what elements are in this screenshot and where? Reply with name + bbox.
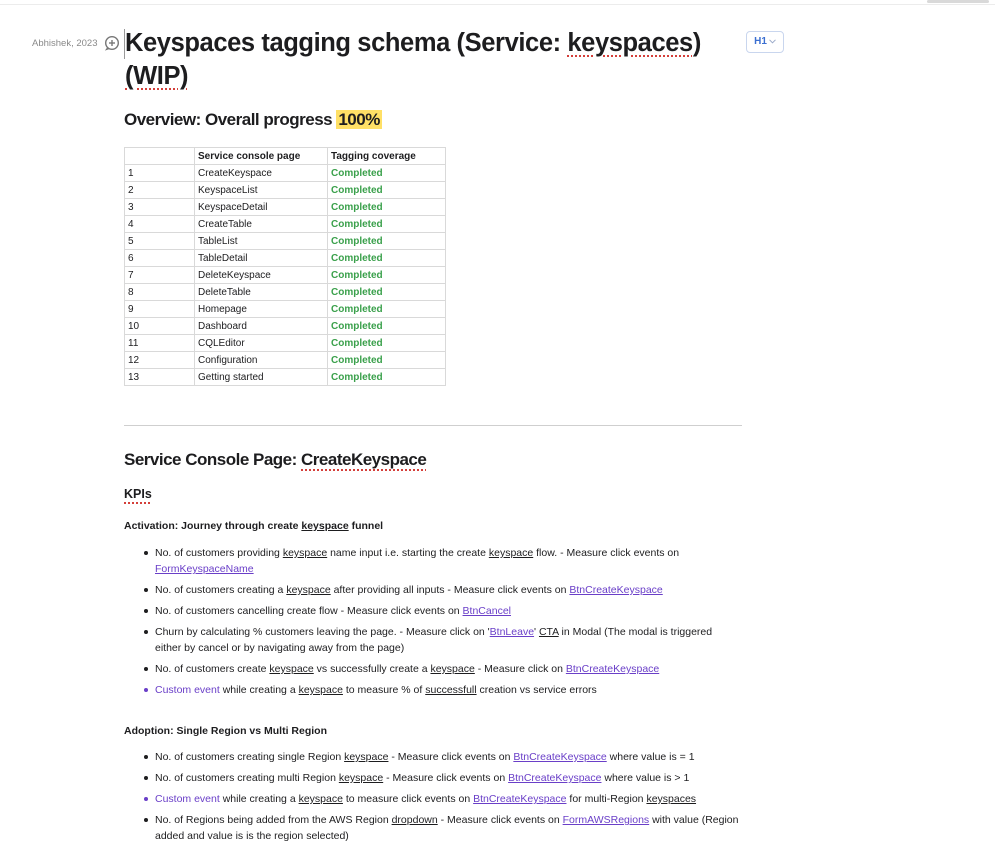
coverage-status-cell: Completed bbox=[328, 352, 446, 369]
page-name-cell: Configuration bbox=[195, 352, 328, 369]
coverage-status-cell: Completed bbox=[328, 165, 446, 182]
table-row bbox=[125, 284, 446, 301]
table-row bbox=[125, 318, 446, 335]
coverage-table bbox=[124, 147, 446, 386]
add-comment-icon[interactable] bbox=[104, 35, 120, 51]
author-date: Abhishek, 2023 bbox=[32, 38, 98, 49]
section-heading: Service Console Page: CreateKeyspace bbox=[124, 450, 427, 469]
page-name-cell: KeyspaceDetail bbox=[195, 199, 328, 216]
link-btncreatekeyspace[interactable]: BtnCreateKeyspace bbox=[569, 584, 663, 596]
table-row bbox=[125, 199, 446, 216]
coverage-status-cell: Completed bbox=[328, 369, 446, 386]
row-number-cell: 13 bbox=[125, 369, 195, 386]
link-btncancel[interactable]: BtnCancel bbox=[462, 605, 511, 617]
coverage-status-cell: Completed bbox=[328, 267, 446, 284]
section-page-name: CreateKeyspace bbox=[301, 450, 427, 469]
progress-highlight: 100% bbox=[338, 110, 380, 129]
table-row bbox=[125, 335, 446, 352]
table-row bbox=[125, 233, 446, 250]
page-name-cell: CreateKeyspace bbox=[195, 165, 328, 182]
table-row bbox=[125, 250, 446, 267]
row-number-cell: 11 bbox=[125, 335, 195, 352]
page-name-cell: CQLEditor bbox=[195, 335, 328, 352]
divider bbox=[124, 425, 742, 426]
page-name-cell: DeleteTable bbox=[195, 284, 328, 301]
table-row bbox=[125, 165, 446, 182]
activation-list bbox=[124, 545, 714, 703]
link-btnleave[interactable]: BtnLeave bbox=[489, 626, 535, 638]
row-number-cell: 10 bbox=[125, 318, 195, 335]
page-name-cell: Dashboard bbox=[195, 318, 328, 335]
table-row bbox=[125, 182, 446, 199]
chevron-down-icon bbox=[769, 39, 776, 44]
table-body bbox=[125, 165, 446, 386]
list-item: Custom event while creating a keyspace to measure click events on BtnCreateKeyspace for multi-Region keyspaces bbox=[124, 791, 739, 807]
row-number-cell: 1 bbox=[125, 165, 195, 182]
link-btncreatekeyspace[interactable]: BtnCreateKeyspace bbox=[513, 751, 607, 763]
coverage-status-cell: Completed bbox=[328, 301, 446, 318]
top-bar bbox=[0, 0, 995, 5]
coverage-status-cell: Completed bbox=[328, 318, 446, 335]
coverage-status-cell: Completed bbox=[328, 216, 446, 233]
page-title[interactable]: Keyspaces tagging schema (Service: keyspaces) (WIP) bbox=[125, 29, 701, 90]
list-item: No. of customers creating a keyspace after providing all inputs - Measure click events on BtnCreateKeyspace bbox=[124, 582, 714, 598]
table-row bbox=[125, 216, 446, 233]
row-number-cell: 12 bbox=[125, 352, 195, 369]
kpis-heading: KPIs bbox=[124, 487, 152, 501]
row-number-cell: 7 bbox=[125, 267, 195, 284]
row-number-cell: 6 bbox=[125, 250, 195, 267]
coverage-status-cell: Completed bbox=[328, 199, 446, 216]
scrollbar-thumb[interactable] bbox=[927, 0, 989, 3]
table-header-cell: Service console page bbox=[195, 148, 328, 165]
coverage-status-cell: Completed bbox=[328, 284, 446, 301]
list-item: No. of Regions being added from the AWS Region dropdown - Measure click events on FormAWSRegions with value (Region added and value is is the region selected) bbox=[124, 812, 739, 844]
page-name-cell: CreateTable bbox=[195, 216, 328, 233]
link-btncreatekeyspace[interactable]: BtnCreateKeyspace bbox=[473, 793, 567, 805]
adoption-list bbox=[124, 749, 739, 849]
list-item: Churn by calculating % customers leaving the page. - Measure click on 'BtnLeave' CTA in Modal (The modal is triggered either by cancel or by navigating away from the page) bbox=[124, 624, 714, 656]
coverage-status-cell: Completed bbox=[328, 335, 446, 352]
row-number-cell: 4 bbox=[125, 216, 195, 233]
heading-level-label: H1 bbox=[754, 36, 767, 47]
page-name-cell: Getting started bbox=[195, 369, 328, 386]
link-btncreatekeyspace[interactable]: BtnCreateKeyspace bbox=[565, 663, 660, 675]
adoption-heading: Adoption: Single Region vs Multi Region bbox=[124, 725, 327, 737]
row-number-cell: 8 bbox=[125, 284, 195, 301]
row-number-cell: 5 bbox=[125, 233, 195, 250]
page-name-cell: DeleteKeyspace bbox=[195, 267, 328, 284]
row-number-cell: 2 bbox=[125, 182, 195, 199]
table-row bbox=[125, 267, 446, 284]
custom-event-link[interactable]: Custom event bbox=[155, 684, 220, 696]
table-header-cell: Tagging coverage bbox=[328, 148, 446, 165]
coverage-status-cell: Completed bbox=[328, 250, 446, 267]
table-row bbox=[125, 369, 446, 386]
row-number-cell: 9 bbox=[125, 301, 195, 318]
table-header-row bbox=[125, 148, 446, 165]
table-row bbox=[125, 352, 446, 369]
page-name-cell: Homepage bbox=[195, 301, 328, 318]
link-formkeyspacename[interactable]: FormKeyspaceName bbox=[155, 563, 254, 575]
list-item: No. of customers creating multi Region keyspace - Measure click events on BtnCreateKeyspace where value is > 1 bbox=[124, 770, 739, 786]
list-item: No. of customers providing keyspace name input i.e. starting the create keyspace flow. - Measure click events on FormKeyspaceName bbox=[124, 545, 714, 577]
list-item: No. of customers creating single Region keyspace - Measure click events on BtnCreateKeyspace where value is = 1 bbox=[124, 749, 739, 765]
list-item: No. of customers cancelling create flow - Measure click events on BtnCancel bbox=[124, 603, 714, 619]
coverage-status-cell: Completed bbox=[328, 182, 446, 199]
activation-heading: Activation: Journey through create keyspace funnel bbox=[124, 520, 384, 532]
row-number-cell: 3 bbox=[125, 199, 195, 216]
overview-heading: Overview: Overall progress 100% bbox=[124, 110, 380, 129]
list-item: Custom event while creating a keyspace to measure % of successfull creation vs service errors bbox=[124, 682, 714, 698]
custom-event-link[interactable]: Custom event bbox=[155, 793, 220, 805]
coverage-status-cell: Completed bbox=[328, 233, 446, 250]
page-name-cell: KeyspaceList bbox=[195, 182, 328, 199]
link-formawsregions[interactable]: FormAWSRegions bbox=[562, 814, 650, 826]
table-row bbox=[125, 301, 446, 318]
list-item: No. of customers create keyspace vs successfully create a keyspace - Measure click on BtnCreateKeyspace bbox=[124, 661, 714, 677]
link-btncreatekeyspace[interactable]: BtnCreateKeyspace bbox=[508, 772, 602, 784]
page-name-cell: TableList bbox=[195, 233, 328, 250]
page-name-cell: TableDetail bbox=[195, 250, 328, 267]
table-header-cell bbox=[125, 148, 195, 165]
heading-style-dropdown[interactable] bbox=[746, 31, 784, 53]
